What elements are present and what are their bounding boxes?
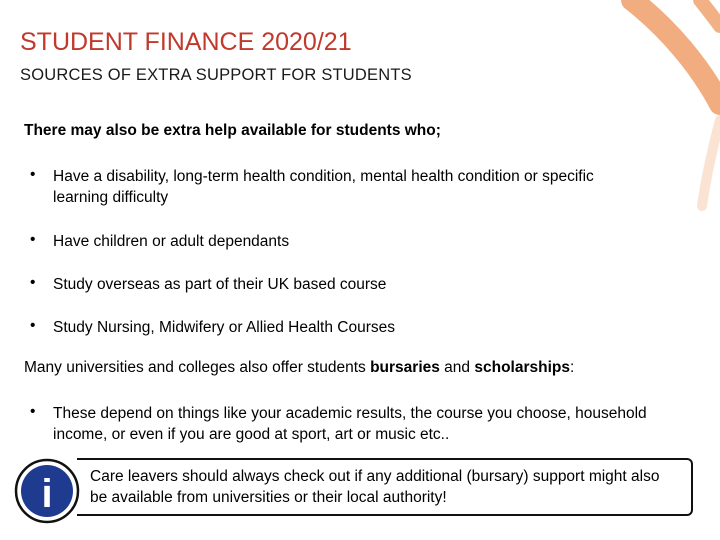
info-icon	[14, 458, 80, 524]
support-paragraph	[24, 359, 574, 377]
scholarships-term: scholarships	[474, 359, 570, 376]
list-item: Study overseas as part of their UK based course	[53, 276, 387, 293]
list-item: Have a disability, long-term health condition, mental health condition or specific learning difficulty	[53, 168, 594, 206]
list-item: Study Nursing, Midwifery or Allied Health Courses	[53, 319, 395, 336]
paragraph-text: Many universities and colleges also offer students	[24, 359, 371, 376]
bullet: •	[30, 274, 36, 291]
list-item: Have children or adult dependants	[53, 233, 290, 250]
bullet: •	[30, 231, 36, 248]
bullet: •	[30, 403, 36, 420]
bullet: •	[30, 317, 36, 334]
info-icon-letter: i	[41, 472, 53, 516]
list-item: These depend on things like your academic results, the course you choose, household income, or even if you are good at sport, art or music etc..	[53, 405, 647, 443]
paragraph-text: :	[569, 359, 575, 376]
bursaries-term: bursaries	[370, 359, 440, 376]
intro-text: There may also be extra help available for students who;	[24, 122, 441, 139]
bullet: •	[30, 166, 36, 183]
paragraph-text: and	[439, 359, 475, 376]
page-subtitle: SOURCES OF EXTRA SUPPORT FOR STUDENTS	[20, 66, 412, 84]
page-title: STUDENT FINANCE 2020/21	[20, 28, 352, 56]
info-callout-text: Care leavers should always check out if any additional (bursary) support might also be available from universities or their local authority!	[90, 468, 660, 506]
